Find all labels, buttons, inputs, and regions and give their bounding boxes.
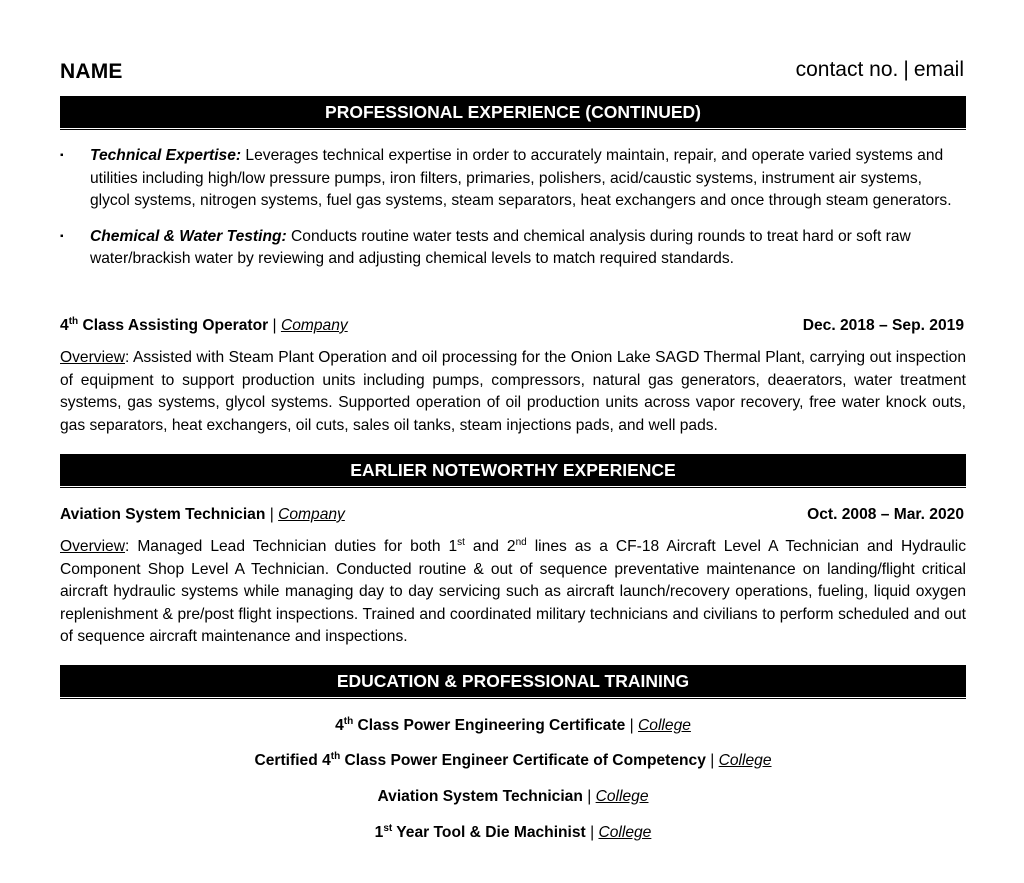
job-title: 4th Class Assisting Operator — [60, 315, 269, 334]
education-item: 1st Year Tool & Die Machinist | College — [374, 822, 652, 841]
education-title: 4th Class Power Engineering Certificate — [335, 715, 626, 734]
section-heading-earlier-experience: EARLIER NOTEWORTHY EXPERIENCE — [60, 454, 966, 486]
bullet-text: Conducts routine water tests and chemical analysis during rounds to treat hard or soft raw water/brackish water by reviewing and adjusting chemical levels to match required standards. — [90, 227, 911, 267]
title-separator: | — [265, 506, 279, 523]
candidate-name: NAME — [60, 60, 123, 83]
education-title: 1st Year Tool & Die Machinist — [374, 822, 586, 841]
job-title: Aviation System Technician — [60, 506, 266, 523]
education-title: Aviation System Technician — [377, 788, 583, 805]
expertise-bullet-list — [60, 145, 966, 284]
section-divider — [60, 129, 966, 130]
job-title-row — [60, 504, 966, 526]
section-heading-education: EDUCATION & PROFESSIONAL TRAINING — [60, 665, 966, 697]
job-dates: Dec. 2018 – Sep. 2019 — [802, 317, 964, 334]
bullet-lead: Technical Expertise: — [90, 147, 242, 164]
education-item: 4th Class Power Engineering Certificate | College — [335, 715, 691, 734]
education-title: Certified 4th Class Power Engineer Certificate of Competency — [254, 750, 706, 769]
education-institution: College — [598, 824, 652, 841]
education-institution: College — [638, 717, 691, 734]
job-dates: Oct. 2008 – Mar. 2020 — [807, 506, 964, 523]
company-name: Company — [278, 506, 345, 523]
education-institution: College — [595, 788, 649, 805]
section-divider — [60, 698, 966, 699]
contact-email: email — [913, 58, 964, 81]
overview-label: Overview — [60, 538, 125, 555]
contact-separator: | — [903, 58, 909, 81]
overview-label: Overview — [60, 349, 125, 366]
bullet-chemical-water-testing — [60, 226, 966, 271]
education-institution: College — [718, 752, 772, 769]
job-overview: Overview: Managed Lead Technician duties for both 1st and 2nd lines as a CF-18 Aircraft Level A Technician and Hydraulic Component Shop Level A Technician. Conducted routine & out of sequence preventative maintenance on landing/flight critical aircraft hydraulic systems while managing day to day servicing such as aircraft launch/recovery operations, fueling, liquid oxygen replenishment & pre/post flight inspections. Trained and coordinated military technicians and civilians to perform scheduled and out of sequence aircraft maintenance and inspections. — [60, 536, 966, 645]
bullet-text: Leverages technical expertise in order to accurately maintain, repair, and operate varied systems and utilities including high/low pressure pumps, iron filters, primaries, polishers, acid/caustic systems, instrument air systems, glycol systems, nitrogen systems, fuel gas systems, steam separators, heat exchangers and once through steam generators. — [90, 147, 952, 209]
job-overview — [60, 347, 966, 437]
education-item: Aviation System Technician | College — [377, 788, 649, 805]
bullet-square-icon: ▪ — [60, 230, 64, 242]
overview-text: : Assisted with Steam Plant Operation and oil processing for the Onion Lake SAGD Thermal Plant, carrying out inspection of equipment to support production units including pumps, compressors, natural gas generators, deaerators, water treatment systems, gas systems, glycol systems. Supported operation of oil production units across vapor recovery, free water knock outs, gas separators, heat exchangers, oil cuts, sales oil tanks, steam injections pads, and well pads. — [60, 349, 966, 434]
company-name: Company — [280, 317, 348, 334]
job-title-row — [60, 315, 966, 337]
bullet-technical-expertise — [60, 145, 966, 213]
resume-header — [60, 58, 966, 90]
section-heading-professional-experience: PROFESSIONAL EXPERIENCE (CONTINUED) — [60, 96, 966, 128]
section-divider — [60, 487, 966, 488]
bullet-lead: Chemical & Water Testing: — [90, 227, 287, 245]
resume-page — [60, 0, 966, 883]
bullet-square-icon: ▪ — [60, 150, 64, 161]
contact-info — [796, 58, 964, 82]
title-separator: | — [268, 317, 281, 334]
contact-number: contact no. — [795, 58, 899, 81]
education-item: Certified 4th Class Power Engineer Certificate of Competency | College — [254, 750, 772, 769]
